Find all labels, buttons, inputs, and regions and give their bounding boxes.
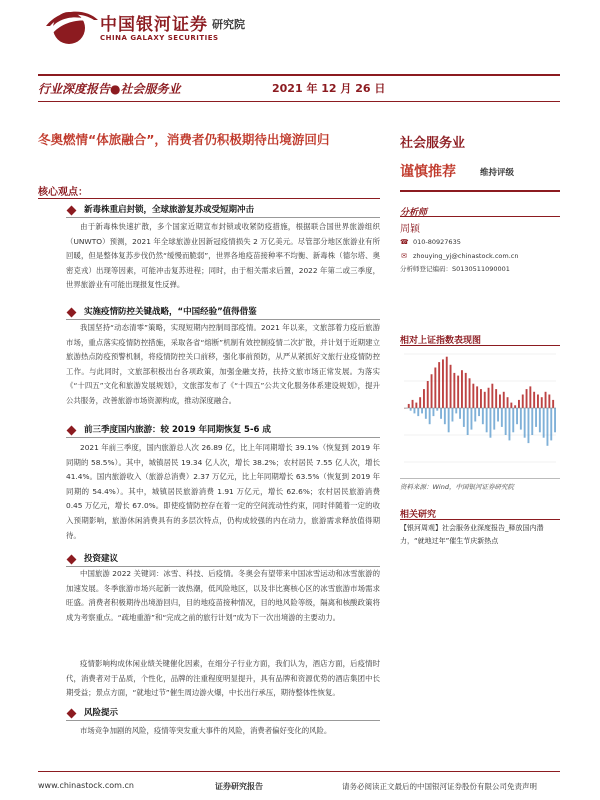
- chart-bar-series-2: [490, 408, 492, 438]
- section-divider: [66, 319, 380, 320]
- chart-bar-series-2: [478, 408, 480, 416]
- chart-bar-series-2: [414, 408, 416, 413]
- chart-bar-series-1: [434, 368, 436, 409]
- chart-bar-series-2: [467, 408, 469, 435]
- chart-bar-series-1: [548, 395, 550, 409]
- brand-name-en: CHINA GALAXY SECURITIES: [100, 34, 219, 42]
- section-paragraph: 2021 年前三季度，国内旅游总人次 26.89 亿，比上年同期增长 39.1%（恢复到 2019 年同期的 58.5%）。其中，城镇居民 19.34 亿人次，增长 38.2%；农村居民 7.55 亿人次，增长 41.4%。国内旅游收入（旅游总消费）2.37 万亿元，比上年同期增长 63.5%（恢复到 2019 年同期的 54.4%）。其中，城镇居民旅游消费 1.91 万亿元，增长 62.6%；农村居民旅游消费 0.45 万亿元，增长 67.0%。即使疫情防控存在着一定的空间流动性约束，同时伴随着一定的收入预期影响，旅游休闲消费具有的多层次特点，仍构成较强的内在动力，旅游需求释放值得期待。: [66, 443, 380, 540]
- chart-bar-series-1: [415, 403, 417, 408]
- chart-bar-series-1: [545, 392, 547, 408]
- header-divider-bottom: [38, 101, 560, 102]
- chart-bar-series-2: [425, 408, 427, 419]
- analyst-name: 周颖: [400, 224, 420, 235]
- chart-bar-series-2: [471, 408, 473, 430]
- chart-bar-series-2: [554, 408, 556, 432]
- chart-source: 资料来源：Wind，中国银河证券研究院: [400, 483, 514, 491]
- chart-bar-series-2: [493, 408, 495, 430]
- chart-bar-series-1: [529, 386, 531, 408]
- chart-bar-series-1: [423, 389, 425, 408]
- report-title: 冬奥燃情“体旅融合”，消费者仍积极期待出境游回归: [38, 132, 330, 147]
- chart-bar-series-1: [408, 404, 410, 408]
- section-divider: [66, 217, 380, 218]
- analyst-reg-row: [400, 264, 510, 273]
- chart-bar-series-1: [453, 373, 455, 408]
- chart-bar-series-1: [541, 397, 543, 408]
- chart-bar-series-1: [438, 362, 440, 408]
- chart-bar-series-1: [472, 384, 474, 408]
- core-heading: 核心观点：: [38, 187, 88, 198]
- chart-bar-series-2: [433, 408, 435, 416]
- section-heading: 实施疫情防控关键战略，“中国经验”值得借鉴: [84, 307, 257, 317]
- chart-bar-series-1: [484, 392, 486, 408]
- analyst-phone-row: [400, 238, 461, 246]
- galaxy-logo-icon: [38, 6, 100, 46]
- chart-bar-series-1: [495, 389, 497, 408]
- chart-bar-series-1: [476, 386, 478, 408]
- chart-bar-series-2: [535, 408, 537, 427]
- analyst-phone: 010-80927635: [413, 238, 461, 246]
- chart-bar-series-2: [436, 408, 438, 411]
- chart-bar-series-1: [514, 405, 516, 408]
- sidebar-divider: [400, 190, 560, 192]
- chart-bar-series-2: [512, 408, 514, 432]
- chart-bar-series-2: [547, 408, 549, 446]
- chart-bar-series-1: [450, 365, 452, 408]
- chart-bar-series-2: [528, 408, 530, 443]
- chart-heading: 相对上证指数表现图: [400, 336, 482, 346]
- analyst-divider: [400, 216, 560, 217]
- phone-icon: ☎: [400, 238, 409, 246]
- chart-bar-series-1: [503, 392, 505, 408]
- section-paragraph: 我国坚持“动态清零”策略，实现短期内控制局部疫情。2021 年以来，文旅部着力疫后旅游市场，重点落实疫情防控措施，采取各省“熔断”机制有效控制疫情二次扩散，并计划于近期建立旅游热点防疫预警机制，将疫情防控关口前移，强化事前预防，从严从紧抓好文旅行业疫情防控工作。与此同时，文旅部积极出台各项政策，加强金融支持，扶持文旅市场正常发展。为落实《“十四五”文化和旅游发展规划》，文旅部发布了《“十四五”公共文化服务体系建设规划》，提升公共服务，改善旅游市场资源构成，推动深度融合。: [66, 323, 380, 405]
- chart-bar-series-2: [524, 408, 526, 438]
- chart-bar-series-2: [444, 408, 446, 424]
- chart-divider: [400, 345, 560, 346]
- section-paragraph: 市场竞争加剧的风险，疫情等突发重大事件的风险，消费者偏好变化的风险。: [80, 726, 332, 735]
- chart-divider-bottom: [400, 478, 560, 479]
- chart-bar-series-2: [455, 408, 457, 413]
- chart-bar-series-2: [543, 408, 545, 438]
- relative-performance-chart: [400, 348, 560, 468]
- footer-label: 证券研究报告: [215, 782, 263, 791]
- brand-name: 中国银河证券: [100, 15, 208, 35]
- chart-bar-series-2: [459, 408, 461, 419]
- chart-bar-series-2: [448, 408, 450, 432]
- chart-bar-series-1: [491, 384, 493, 408]
- report-type: 行业深度报告●社会服务业: [38, 82, 181, 96]
- chart-bar-series-1: [533, 392, 535, 408]
- chart-bar-series-2: [417, 408, 419, 416]
- chart-bar-series-1: [419, 397, 421, 408]
- related-item[interactable]: 【银河周观】社会服务业深度报告_释放国内潜力，“就地过年”催生节庆新热点: [400, 524, 544, 545]
- chart-bar-series-2: [539, 408, 541, 432]
- section-divider: [66, 437, 380, 438]
- chart-bar-series-2: [474, 408, 476, 422]
- chart-bar-series-1: [465, 373, 467, 408]
- chart-bar-series-2: [410, 408, 412, 411]
- rating-note: 维持评级: [480, 168, 515, 178]
- chart-bar-series-2: [482, 408, 484, 424]
- chart-bar-series-1: [431, 374, 433, 408]
- chart-bar-series-2: [516, 408, 518, 424]
- chart-bar-series-2: [509, 408, 511, 440]
- chart-bar-series-1: [480, 389, 482, 408]
- institute-label: 研究院: [212, 18, 245, 31]
- chart-bar-series-1: [442, 359, 444, 408]
- chart-bar-series-2: [550, 408, 552, 440]
- footer-url[interactable]: www.chinastock.com.cn: [38, 781, 134, 790]
- chart-bar-series-2: [531, 408, 533, 435]
- chart-bar-series-1: [522, 395, 524, 409]
- chart-bar-series-1: [552, 400, 554, 408]
- chart-bar-series-1: [526, 389, 528, 408]
- chart-bar-series-1: [507, 397, 509, 408]
- chart-bar-series-1: [488, 388, 490, 408]
- related-heading: 相关研究: [400, 510, 437, 520]
- related-divider: [400, 519, 560, 520]
- footer-divider: [38, 771, 560, 772]
- chart-bar-series-2: [429, 408, 431, 424]
- analyst-reg: 分析师登记编码：S0130511090001: [400, 265, 510, 273]
- section-paragraph: 疫情影响构成休闲业绩关键催化因素，在细分子行业方面，我们认为，酒店方面，后疫情时代，消费者对于品质，个性化，品牌的注重程度明显提升，具有品牌和资源优势的酒店集团中长期受益；景点方面，“就地过节”催生周边游火爆，中长出行承压，期待整体性恢复。: [66, 659, 380, 698]
- chart-bar-series-2: [486, 408, 488, 432]
- chart-bar-series-1: [499, 395, 501, 409]
- section-paragraph: 由于新毒株快速扩散，多个国家近期宣布封锁或收紧防疫措施，根据联合国世界旅游组织（UNWTO）预测，2021 年全球旅游业因新冠疫情损失 2 万亿美元。尽管部分地区旅游业有所回暖，但是整体复苏步伐仍然“缓慢而脆弱”，世界各地疫苗接种率不均衡、新毒株（德尔塔、奥密克戎）出现等因素，可能冲击复苏进程；同时，由于相关需求后置，2022 年第二或三季度，世界旅游业有可能出现报复性反弹。: [66, 222, 380, 290]
- section-heading: 前三季度国内旅游：较 2019 年同期恢复 5-6 成: [84, 425, 271, 435]
- chart-bar-series-1: [461, 370, 463, 408]
- analyst-email-row: [400, 252, 519, 260]
- section-heading: 风险提示: [84, 708, 119, 718]
- chart-bar-series-2: [452, 408, 454, 422]
- chart-bar-series-1: [537, 395, 539, 409]
- section-paragraph: 中国旅游 2022 关键词：冰雪、科技、后疫情。冬奥会有望带来中国冰雪运动和冰雪旅游的加速发展。冬季旅游市场兴起新一波热潮，低风险地区，以及非比赛核心区的冰雪旅游市场需求旺盛。消费者积极期待出境游回归，目的地疫苗接种情况，目的地风险等级，隔离和核酸政策将成为考察重点。“疏地重游”和“完成之前的旅行计划”成为下一次出境游的主要动力。: [66, 569, 380, 622]
- email-icon: ✉: [401, 252, 407, 260]
- header-divider: [38, 74, 560, 76]
- report-date: 2021 年 12 月 26 日: [272, 82, 386, 95]
- chart-bar-series-2: [520, 408, 522, 430]
- chart-bar-series-1: [427, 381, 429, 408]
- footer-disclaimer: 请务必阅读正文最后的中国银河证券股份有限公司免责声明: [342, 782, 537, 791]
- chart-bar-series-1: [412, 400, 414, 408]
- chart-bar-series-2: [440, 408, 442, 419]
- analyst-email[interactable]: zhouying_yj@chinastock.com.cn: [413, 252, 519, 260]
- industry-label: 社会服务业: [400, 136, 466, 151]
- chart-bar-series-1: [469, 378, 471, 408]
- chart-bar-series-2: [501, 408, 503, 427]
- core-divider: [38, 198, 380, 199]
- chart-bar-series-2: [421, 408, 423, 413]
- section-divider: [66, 720, 380, 721]
- chart-bar-series-2: [463, 408, 465, 427]
- chart-bar-series-1: [518, 400, 520, 408]
- section-heading: 投资建议: [84, 554, 119, 564]
- chart-bar-series-1: [510, 403, 512, 408]
- chart-bar-series-2: [505, 408, 507, 435]
- chart-bar-series-2: [497, 408, 499, 422]
- rating-label: 谨慎推荐: [400, 164, 456, 180]
- chart-bar-series-1: [457, 376, 459, 408]
- analyst-heading: 分析师: [400, 208, 428, 218]
- section-heading: 新毒株重启封锁，全球旅游复苏或受短期冲击: [84, 205, 255, 215]
- chart-bar-series-1: [446, 357, 448, 408]
